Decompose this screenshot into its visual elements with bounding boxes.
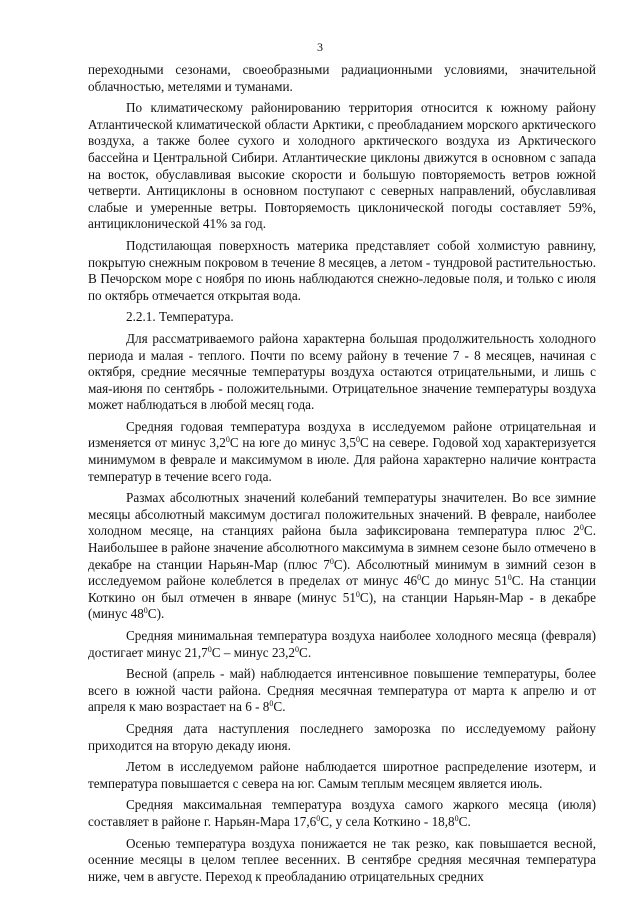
text-run: С на севере. Годовой ход характеризуется минимумом в феврале и максимумом в июле. Для района характерно наличие контраста температур в течение всего года. bbox=[88, 435, 596, 484]
page-number: 3 bbox=[317, 40, 323, 54]
degree-symbol: 0 bbox=[316, 813, 321, 823]
paragraph-climate-zoning: По климатическому районированию территория относится к южному району Атлантической климатической области Арктики, с преобладанием морского арктического воздуха, а также более сухого и холодного арктического воздуха из Арктического бассейна и Центральной Сибири. Атлантические циклоны движутся в основном с запада на восток, обуславливая высокие скорости и большую повторяемость ветров южной четверти. Антициклоны в основном поступают с северных направлений, обуславливая слабые и умеренные ветры. Повторяемость циклонической погоды составляет 59%, антициклонической 41% за год. bbox=[88, 100, 596, 232]
text-run: Весной (апрель - май) наблюдается интенсивное повышение температуры, более всего в южной части района. Средняя месячная температура от марта к апрелю и от апреля к маю возрастает на 6 - 8 bbox=[88, 666, 596, 715]
degree-symbol: 0 bbox=[417, 573, 422, 583]
paragraph-cold-period: Для рассматриваемого района характерна большая продолжительность холодного периода и малая - теплого. Почти по всему району в течение 7 - 8 месяцев, начиная с октября, средние месячные температуры воздуха остаются отрицательными, и лишь с мая-июня по сентябрь - положительными. Отрицательное значение температуры воздуха может наблюдаться в любой месяц года. bbox=[88, 330, 596, 413]
paragraph-underlying-surface: Подстилающая поверхность материка представляет собой холмистую равнину, покрытую снежным покровом в течение 8 месяцев, а летом - тундровой растительностью. В Печорском море с ноября по июнь наблюдаются снежно-ледовые поля, и только с июля по октябрь отмечается открытая вода. bbox=[88, 237, 596, 303]
text-run: С. bbox=[299, 644, 312, 660]
text-run: Средняя максимальная температура воздуха самого жаркого месяца (июля) составляет в районе г. Нарьян-Мара 17,6 bbox=[88, 797, 596, 829]
paragraph-spring bbox=[88, 666, 596, 716]
text-run: С). bbox=[147, 606, 165, 622]
degree-symbol: 0 bbox=[225, 435, 230, 445]
paragraph-annual-temperature bbox=[88, 419, 596, 485]
degree-symbol: 0 bbox=[207, 644, 212, 654]
degree-symbol: 0 bbox=[329, 556, 334, 566]
text-run: С. bbox=[273, 699, 286, 715]
paragraph-min-temperature bbox=[88, 628, 596, 661]
paragraph-summer: Летом в исследуемом районе наблюдается широтное распределение изотерм, и температура повышается с севера на юг. Самым теплым месяцем является июль. bbox=[88, 759, 596, 791]
document-body bbox=[88, 62, 596, 890]
text-run: Средняя годовая температура воздуха в исследуемом районе отрицательная и изменяется от минус 3,2 bbox=[88, 418, 596, 451]
paragraph-absolute-values bbox=[88, 490, 596, 623]
degree-symbol: 0 bbox=[579, 523, 584, 533]
paragraph-autumn: Осенью температура воздуха понижается не так резко, как повышается весной, осенние месяцы в целом теплее весенних. В сентябре средняя месячная температура ниже, чем в августе. Переход к преобладанию отрицательных средних bbox=[88, 835, 596, 884]
degree-symbol: 0 bbox=[355, 435, 360, 445]
text-run: С. bbox=[458, 813, 471, 829]
text-run: Средняя минимальная температура воздуха наиболее холодного месяца (февраля) достигает минус 21,7 bbox=[88, 628, 596, 660]
text-run: С). Абсолютный минимум в зимний сезон в исследуемом районе колеблется в пределах от минус 46 bbox=[88, 556, 596, 589]
text-run: С до минус 51 bbox=[421, 573, 508, 589]
degree-symbol: 0 bbox=[143, 606, 148, 616]
paragraph-last-frost: Средняя дата наступления последнего заморозка по исследуемому району приходится на вторую декаду июня. bbox=[88, 720, 596, 753]
degree-symbol: 0 bbox=[507, 573, 512, 583]
degree-symbol: 0 bbox=[269, 699, 274, 709]
text-run: С – минус 23,2 bbox=[211, 644, 296, 660]
degree-symbol: 0 bbox=[454, 813, 459, 823]
paragraph-max-temperature bbox=[88, 797, 596, 830]
text-run: Размах абсолютных значений колебаний температуры значителен. Во все зимние месяцы абсолютный максимум достигал положительных значений. В феврале, наиболее холодном месяце, на станциях района была зафиксирована температура плюс 2 bbox=[88, 490, 596, 539]
text-run: С, у села Коткино - 18,8 bbox=[320, 813, 455, 829]
paragraph-continuation: переходными сезонами, своеобразными радиационными условиями, значительной облачностью, метелями и туманами. bbox=[88, 62, 596, 94]
degree-symbol: 0 bbox=[295, 644, 300, 654]
text-run: С. На станции Коткино он был отмечен в январе (минус 51 bbox=[88, 573, 596, 605]
section-heading-temperature: 2.2.1. Температура. bbox=[126, 309, 234, 325]
text-run: С. Наибольшее в районе значение абсолютного максимума в зимнем сезоне было отмечено в декабре на станции Нарьян-Мар (плюс 7 bbox=[88, 523, 596, 572]
text-run: С на юге до минус 3,5 bbox=[229, 435, 356, 451]
text-run: С), на станции Нарьян-Мар - в декабре (минус 48 bbox=[88, 589, 597, 622]
degree-symbol: 0 bbox=[355, 589, 360, 599]
